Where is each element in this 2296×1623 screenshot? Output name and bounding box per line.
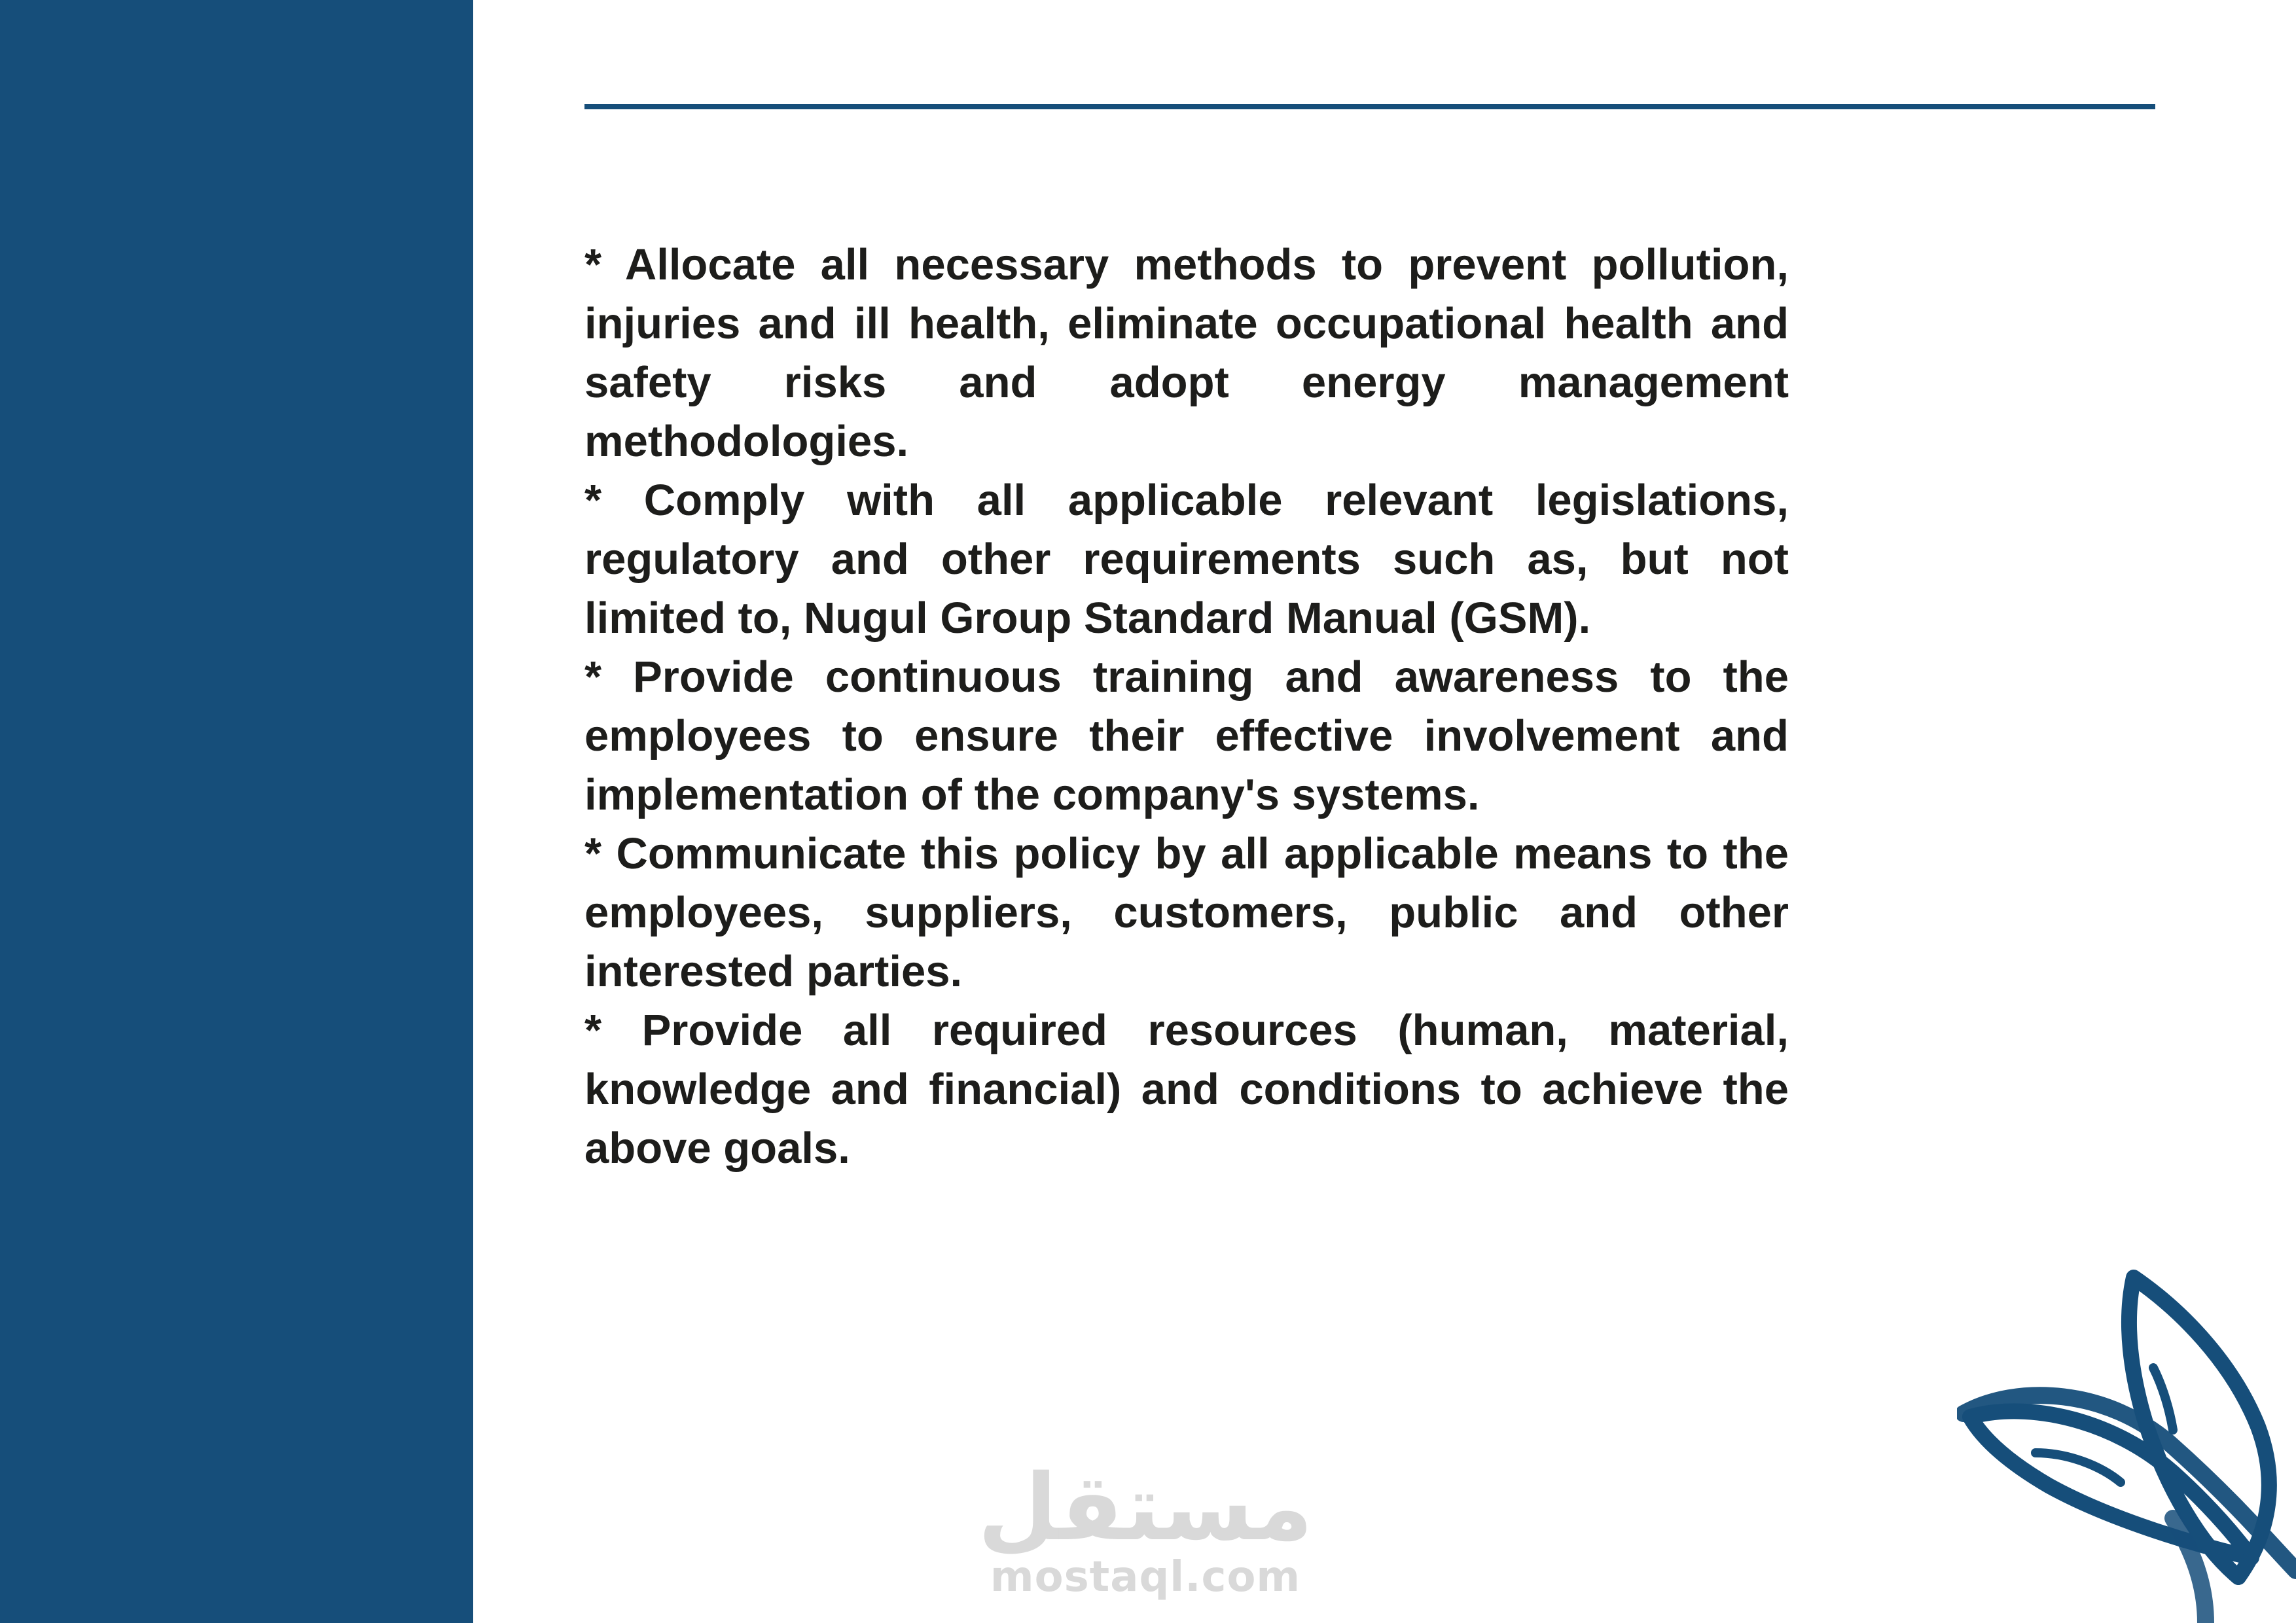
watermark bbox=[975, 1455, 1316, 1603]
policy-statements bbox=[584, 236, 1789, 1178]
policy-item-communication: * Communicate this policy by all applicable means to the employees, suppliers, customers, public and other interested parties. bbox=[584, 829, 1789, 996]
top-divider-line bbox=[584, 104, 2155, 109]
watermark-latin-text: mostaql.com bbox=[990, 1553, 1301, 1601]
left-side-band bbox=[0, 0, 473, 1623]
policy-item-training: * Provide continuous training and awareness to the employees to ensure their effective involvement and implementation of the company's systems. bbox=[584, 652, 1789, 819]
policy-item-resources: * Provide all required resources (human, material, knowledge and financial) and conditions to achieve the above goals. bbox=[584, 1006, 1789, 1173]
policy-item-pollution: * Allocate all necessary methods to prevent pollution, injuries and ill health, eliminate occupational health and safety risks and adopt energy management methodologies. bbox=[584, 240, 1789, 466]
leaf-logo-icon bbox=[1957, 1270, 2296, 1623]
policy-item-compliance: * Comply with all applicable relevant legislations, regulatory and other requirements such as, but not limited to, Nugul Group Standard Manual (GSM). bbox=[584, 476, 1789, 643]
watermark-arabic-text: مستقل bbox=[977, 1455, 1313, 1561]
